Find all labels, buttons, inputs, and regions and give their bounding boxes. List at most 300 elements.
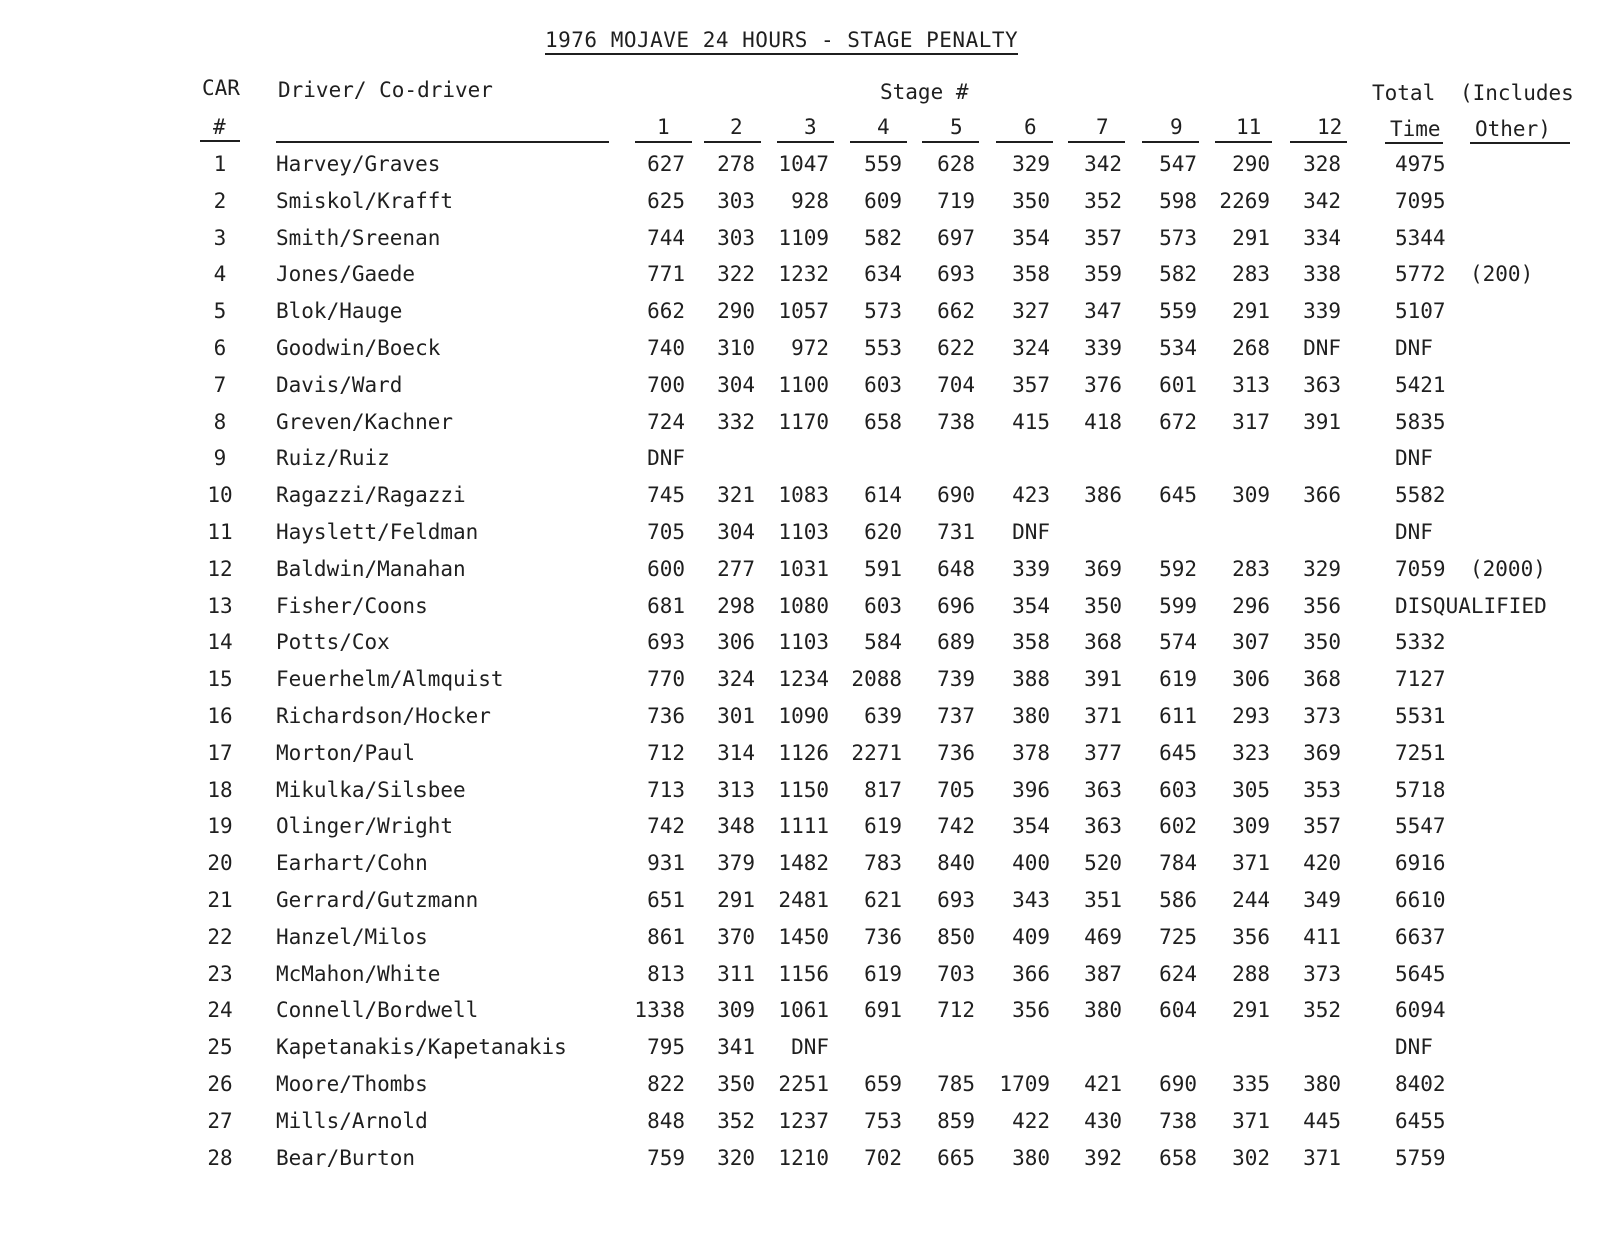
stage-9-time: 601 (1159, 372, 1197, 397)
total-time: 5344 (1395, 225, 1446, 250)
stage-2-time: 314 (717, 740, 755, 765)
stage-7-time: 377 (1084, 740, 1122, 765)
driver-names: Goodwin/Boeck (276, 335, 441, 360)
stage-7-time: 352 (1084, 188, 1122, 213)
car-number: 11 (207, 519, 233, 544)
stage-1-time: DNF (647, 446, 685, 471)
stage-1-time: 700 (647, 372, 685, 397)
stage-6-time: 354 (1012, 225, 1050, 250)
stage-1-underline (635, 141, 692, 143)
stage-4-underline (850, 141, 907, 143)
table-row (0, 295, 1600, 332)
total-time: 5772 (1395, 262, 1446, 287)
table-row (0, 332, 1600, 369)
stage-3-time: 1150 (778, 777, 829, 802)
stage-6-time: 422 (1012, 1108, 1050, 1133)
stage-3-time: 1061 (778, 998, 829, 1023)
stage-3-time: 2481 (778, 887, 829, 912)
stage-9-time: 604 (1159, 998, 1197, 1023)
total-time: DNF (1395, 446, 1433, 471)
stage-header: Stage # (880, 80, 969, 104)
car-number: 8 (213, 409, 227, 434)
table-row (0, 479, 1600, 516)
driver-names: Potts/Cox (276, 630, 390, 655)
car-number: 26 (207, 1071, 233, 1096)
stage-7-time: 387 (1084, 961, 1122, 986)
driver-names: Gerrard/Gutzmann (276, 887, 479, 912)
stage-9-time: 603 (1159, 777, 1197, 802)
stage-11-time: 335 (1232, 1071, 1270, 1096)
stage-12-time: 366 (1303, 483, 1341, 508)
stage-4-time: 582 (864, 225, 902, 250)
stage-2-time: 352 (717, 1108, 755, 1133)
stage-5-time: 737 (937, 703, 975, 728)
stage-9-time: 658 (1159, 1145, 1197, 1170)
stage-6-header: 6 (1024, 115, 1037, 139)
stage-7-time: 363 (1084, 777, 1122, 802)
stage-1-time: 848 (647, 1108, 685, 1133)
stage-6-time: 423 (1012, 483, 1050, 508)
stage-3-time: 1482 (778, 851, 829, 876)
stage-2-time: 332 (717, 409, 755, 434)
stage-6-time: 327 (1012, 299, 1050, 324)
stage-3-time: 1126 (778, 740, 829, 765)
stage-3-time: 1109 (778, 225, 829, 250)
stage-11-time: 309 (1232, 483, 1270, 508)
stage-11-time: 356 (1232, 924, 1270, 949)
car-number: 3 (213, 225, 227, 250)
stage-2-time: 313 (717, 777, 755, 802)
total-time: 5107 (1395, 299, 1446, 324)
other-underline (1470, 142, 1570, 144)
stage-11-time: 283 (1232, 556, 1270, 581)
stage-5-time: 859 (937, 1108, 975, 1133)
stage-11-time: 371 (1232, 851, 1270, 876)
stage-7-time: 363 (1084, 814, 1122, 839)
stage-12-time: 420 (1303, 851, 1341, 876)
stage-9-time: 645 (1159, 483, 1197, 508)
stage-4-header: 4 (877, 115, 890, 139)
stage-7-underline (1068, 141, 1125, 143)
stage-2-time: 301 (717, 703, 755, 728)
stage-4-time: 2271 (851, 740, 902, 765)
other-penalty: (2000) (1470, 556, 1546, 581)
driver-names: Jones/Gaede (276, 262, 416, 287)
driver-names: McMahon/White (276, 961, 441, 986)
stage-5-time: 742 (937, 814, 975, 839)
stage-5-time: 697 (937, 225, 975, 250)
stage-7-time: 369 (1084, 556, 1122, 581)
stage-4-time: 2088 (851, 667, 902, 692)
other-penalty: (200) (1470, 262, 1534, 287)
car-number: 22 (207, 924, 233, 949)
stage-6-time: 329 (1012, 152, 1050, 176)
stage-11-time: 290 (1232, 152, 1270, 176)
stage-4-time: 736 (864, 924, 902, 949)
stage-3-time: 1450 (778, 924, 829, 949)
stage-12-time: 328 (1303, 152, 1341, 176)
stage-4-time: 658 (864, 409, 902, 434)
stage-4-time: 659 (864, 1071, 902, 1096)
stage-2-time: 310 (717, 335, 755, 360)
driver-names: Smiskol/Krafft (276, 188, 454, 213)
stage-3-time: DNF (791, 1035, 829, 1060)
other-header: Other) (1475, 117, 1551, 141)
car-number: 18 (207, 777, 233, 802)
table-row (0, 516, 1600, 553)
stage-3-time: 1103 (778, 630, 829, 655)
stage-1-time: 681 (647, 593, 685, 618)
stage-11-time: 296 (1232, 593, 1270, 618)
stage-3-time: 1080 (778, 593, 829, 618)
total-time: 5421 (1395, 372, 1446, 397)
stage-2-header: 2 (730, 115, 743, 139)
total-time: 6637 (1395, 924, 1446, 949)
total-time: 5547 (1395, 814, 1446, 839)
stage-6-time: 358 (1012, 262, 1050, 287)
car-number: 24 (207, 998, 233, 1023)
stage-1-time: 744 (647, 225, 685, 250)
stage-12-time: 369 (1303, 740, 1341, 765)
stage-9-time: 690 (1159, 1071, 1197, 1096)
stage-9-time: 599 (1159, 593, 1197, 618)
stage-1-time: 759 (647, 1145, 685, 1170)
stage-5-time: 738 (937, 409, 975, 434)
stage-3-time: 1031 (778, 556, 829, 581)
car-number: 25 (207, 1035, 233, 1060)
stage-9-time: 547 (1159, 152, 1197, 176)
stage-5-time: 712 (937, 998, 975, 1023)
stage-2-underline (704, 141, 761, 143)
stage-4-time: 634 (864, 262, 902, 287)
car-number: 7 (213, 372, 227, 397)
total-time: 5718 (1395, 777, 1446, 802)
stage-2-time: 341 (717, 1035, 755, 1060)
stage-7-time: 421 (1084, 1071, 1122, 1096)
driver-names: Bear/Burton (276, 1145, 416, 1170)
stage-6-time: 350 (1012, 188, 1050, 213)
driver-names: Ragazzi/Ragazzi (276, 483, 466, 508)
stage-6-time: 400 (1012, 851, 1050, 876)
stage-1-time: 740 (647, 335, 685, 360)
stage-9-time: 592 (1159, 556, 1197, 581)
stage-12-time: 338 (1303, 262, 1341, 287)
stage-3-time: 1090 (778, 703, 829, 728)
stage-12-time: 349 (1303, 887, 1341, 912)
stage-7-time: 380 (1084, 998, 1122, 1023)
stage-4-time: 620 (864, 519, 902, 544)
stage-11-time: 302 (1232, 1145, 1270, 1170)
table-row (0, 663, 1600, 700)
stage-2-time: 350 (717, 1071, 755, 1096)
stage-12-time: 342 (1303, 188, 1341, 213)
stage-5-time: 705 (937, 777, 975, 802)
table-row (0, 884, 1600, 921)
car-number: 1 (213, 152, 227, 176)
table-row (0, 1105, 1600, 1142)
table-row (0, 737, 1600, 774)
stage-3-time: 1156 (778, 961, 829, 986)
driver-names: Earhart/Cohn (276, 851, 428, 876)
stage-4-time: 559 (864, 152, 902, 176)
car-number: 28 (207, 1145, 233, 1170)
stage-9-time: 586 (1159, 887, 1197, 912)
stage-3-underline (777, 141, 834, 143)
driver-names: Moore/Thombs (276, 1071, 428, 1096)
stage-4-time: 783 (864, 851, 902, 876)
stage-2-time: 309 (717, 998, 755, 1023)
total-time: 5582 (1395, 483, 1446, 508)
stage-5-time: 628 (937, 152, 975, 176)
stage-11-time: 244 (1232, 887, 1270, 912)
stage-6-time: 366 (1012, 961, 1050, 986)
stage-4-time: 584 (864, 630, 902, 655)
stage-9-time: 582 (1159, 262, 1197, 287)
stage-7-time: 371 (1084, 703, 1122, 728)
stage-9-time: 784 (1159, 851, 1197, 876)
stage-4-time: 639 (864, 703, 902, 728)
stage-5-time: 719 (937, 188, 975, 213)
stage-5-time: 690 (937, 483, 975, 508)
stage-1-time: 600 (647, 556, 685, 581)
stage-6-time: DNF (1012, 519, 1050, 544)
stage-12-time: 353 (1303, 777, 1341, 802)
table-row (0, 148, 1600, 185)
stage-1-time: 627 (647, 152, 685, 176)
stage-9-time: 573 (1159, 225, 1197, 250)
car-header: CAR (202, 76, 240, 100)
car-number: 4 (213, 262, 227, 287)
stage-2-time: 304 (717, 372, 755, 397)
stage-2-time: 322 (717, 262, 755, 287)
stage-12-time: 373 (1303, 961, 1341, 986)
stage-11-header: 11 (1236, 115, 1262, 139)
table-row (0, 810, 1600, 847)
total-time: 4975 (1395, 152, 1446, 176)
stage-6-time: 356 (1012, 998, 1050, 1023)
stage-5-time: 689 (937, 630, 975, 655)
stage-3-time: 1083 (778, 483, 829, 508)
stage-12-time: DNF (1303, 335, 1341, 360)
stage-2-time: 290 (717, 299, 755, 324)
driver-header: Driver/ Co-driver (278, 78, 493, 102)
total-time: 7095 (1395, 188, 1446, 213)
stage-7-time: 376 (1084, 372, 1122, 397)
stage-12-time: 368 (1303, 667, 1341, 692)
results-table (0, 148, 1600, 1178)
table-row (0, 590, 1600, 627)
stage-3-time: 1234 (778, 667, 829, 692)
car-number: 6 (213, 335, 227, 360)
stage-6-time: 339 (1012, 556, 1050, 581)
stage-5-header: 5 (950, 115, 963, 139)
table-row (0, 406, 1600, 443)
stage-3-time: 1170 (778, 409, 829, 434)
car-number: 5 (213, 299, 227, 324)
stage-4-time: 553 (864, 335, 902, 360)
stage-11-time: 306 (1232, 667, 1270, 692)
stage-2-time: 277 (717, 556, 755, 581)
stage-3-time: 1047 (778, 152, 829, 176)
table-row (0, 921, 1600, 958)
stage-1-time: 662 (647, 299, 685, 324)
stage-6-time: 1709 (999, 1071, 1050, 1096)
stage-6-time: 388 (1012, 667, 1050, 692)
includes-header: (Includes (1460, 81, 1574, 105)
table-row (0, 774, 1600, 811)
stage-7-time: 368 (1084, 630, 1122, 655)
total-header: Total (1372, 81, 1436, 105)
stage-12-time: 411 (1303, 924, 1341, 949)
car-number-header: # (213, 115, 226, 139)
car-number: 17 (207, 740, 233, 765)
stage-1-time: 736 (647, 703, 685, 728)
stage-11-time: 291 (1232, 299, 1270, 324)
stage-1-time: 813 (647, 961, 685, 986)
driver-names: Ruiz/Ruiz (276, 446, 390, 471)
stage-4-time: 603 (864, 372, 902, 397)
driver-names: Hayslett/Feldman (276, 519, 479, 544)
stage-9-time: 738 (1159, 1108, 1197, 1133)
stage-11-time: 323 (1232, 740, 1270, 765)
stage-1-time: 861 (647, 924, 685, 949)
car-number: 14 (207, 630, 233, 655)
total-time: DNF (1395, 1035, 1433, 1060)
stage-1-time: 712 (647, 740, 685, 765)
stage-2-time: 298 (717, 593, 755, 618)
stage-11-time: 313 (1232, 372, 1270, 397)
stage-12-time: 356 (1303, 593, 1341, 618)
total-time: 7251 (1395, 740, 1446, 765)
table-row (0, 1068, 1600, 1105)
driver-names: Baldwin/Manahan (276, 556, 466, 581)
document-title: 1976 MOJAVE 24 HOURS - STAGE PENALTY (545, 28, 1018, 55)
stage-4-time: 609 (864, 188, 902, 213)
stage-12-header: 12 (1317, 115, 1343, 139)
table-row (0, 626, 1600, 663)
driver-names: Olinger/Wright (276, 814, 454, 839)
driver-names: Davis/Ward (276, 372, 403, 397)
stage-9-time: 559 (1159, 299, 1197, 324)
stage-5-time: 704 (937, 372, 975, 397)
stage-6-time: 354 (1012, 593, 1050, 618)
table-row (0, 222, 1600, 259)
stage-12-time: 352 (1303, 998, 1341, 1023)
stage-11-time: 291 (1232, 998, 1270, 1023)
stage-2-time: 379 (717, 851, 755, 876)
stage-4-time: 621 (864, 887, 902, 912)
stage-2-time: 311 (717, 961, 755, 986)
stage-3-time: 1237 (778, 1108, 829, 1133)
car-number: 23 (207, 961, 233, 986)
stage-5-time: 731 (937, 519, 975, 544)
stage-5-time: 696 (937, 593, 975, 618)
stage-7-time: 339 (1084, 335, 1122, 360)
stage-9-time: 619 (1159, 667, 1197, 692)
stage-6-time: 357 (1012, 372, 1050, 397)
stage-3-time: 1232 (778, 262, 829, 287)
stage-3-header: 3 (804, 115, 817, 139)
driver-names: Greven/Kachner (276, 409, 454, 434)
stage-2-time: 278 (717, 152, 755, 176)
stage-6-time: 415 (1012, 409, 1050, 434)
stage-12-time: 334 (1303, 225, 1341, 250)
table-row (0, 994, 1600, 1031)
total-time: 8402 (1395, 1071, 1446, 1096)
stage-5-time: 622 (937, 335, 975, 360)
stage-4-time: 603 (864, 593, 902, 618)
stage-7-time: 350 (1084, 593, 1122, 618)
stage-4-time: 591 (864, 556, 902, 581)
stage-9-time: 598 (1159, 188, 1197, 213)
stage-1-time: 742 (647, 814, 685, 839)
car-number: 12 (207, 556, 233, 581)
stage-6-time: 358 (1012, 630, 1050, 655)
table-row (0, 258, 1600, 295)
stage-5-time: 693 (937, 262, 975, 287)
stage-7-header: 7 (1096, 115, 1109, 139)
total-time: 5759 (1395, 1145, 1446, 1170)
table-row (0, 958, 1600, 995)
stage-6-time: 396 (1012, 777, 1050, 802)
stage-2-time: 304 (717, 519, 755, 544)
stage-5-time: 736 (937, 740, 975, 765)
stage-7-time: 359 (1084, 262, 1122, 287)
stage-2-time: 348 (717, 814, 755, 839)
total-time: 5835 (1395, 409, 1446, 434)
stage-5-time: 693 (937, 887, 975, 912)
stage-9-time: 645 (1159, 740, 1197, 765)
stage-3-time: 1111 (778, 814, 829, 839)
stage-3-time: 928 (791, 188, 829, 213)
stage-1-time: 705 (647, 519, 685, 544)
stage-5-time: 840 (937, 851, 975, 876)
stage-4-time: 817 (864, 777, 902, 802)
stage-9-time: 672 (1159, 409, 1197, 434)
stage-2-time: 303 (717, 225, 755, 250)
stage-6-time: 343 (1012, 887, 1050, 912)
stage-3-time: 1100 (778, 372, 829, 397)
driver-names: Fisher/Coons (276, 593, 428, 618)
stage-4-time: 702 (864, 1145, 902, 1170)
stage-6-time: 324 (1012, 335, 1050, 360)
stage-9-header: 9 (1170, 115, 1183, 139)
stage-12-time: 350 (1303, 630, 1341, 655)
table-row (0, 700, 1600, 737)
stage-7-time: 520 (1084, 851, 1122, 876)
stage-1-time: 651 (647, 887, 685, 912)
stage-11-time: 317 (1232, 409, 1270, 434)
driver-names: Morton/Paul (276, 740, 416, 765)
stage-7-time: 430 (1084, 1108, 1122, 1133)
car-number: 27 (207, 1108, 233, 1133)
table-row (0, 553, 1600, 590)
stage-6-time: 380 (1012, 703, 1050, 728)
stage-5-underline (922, 141, 979, 143)
stage-11-time: 268 (1232, 335, 1270, 360)
stage-7-time: 347 (1084, 299, 1122, 324)
stage-4-time: 753 (864, 1108, 902, 1133)
stage-11-time: 307 (1232, 630, 1270, 655)
stage-2-time: 291 (717, 887, 755, 912)
stage-1-time: 1338 (634, 998, 685, 1023)
stage-1-time: 745 (647, 483, 685, 508)
stage-7-time: 392 (1084, 1145, 1122, 1170)
stage-9-time: 611 (1159, 703, 1197, 728)
stage-7-time: 469 (1084, 924, 1122, 949)
stage-4-time: 691 (864, 998, 902, 1023)
stage-12-time: 371 (1303, 1145, 1341, 1170)
